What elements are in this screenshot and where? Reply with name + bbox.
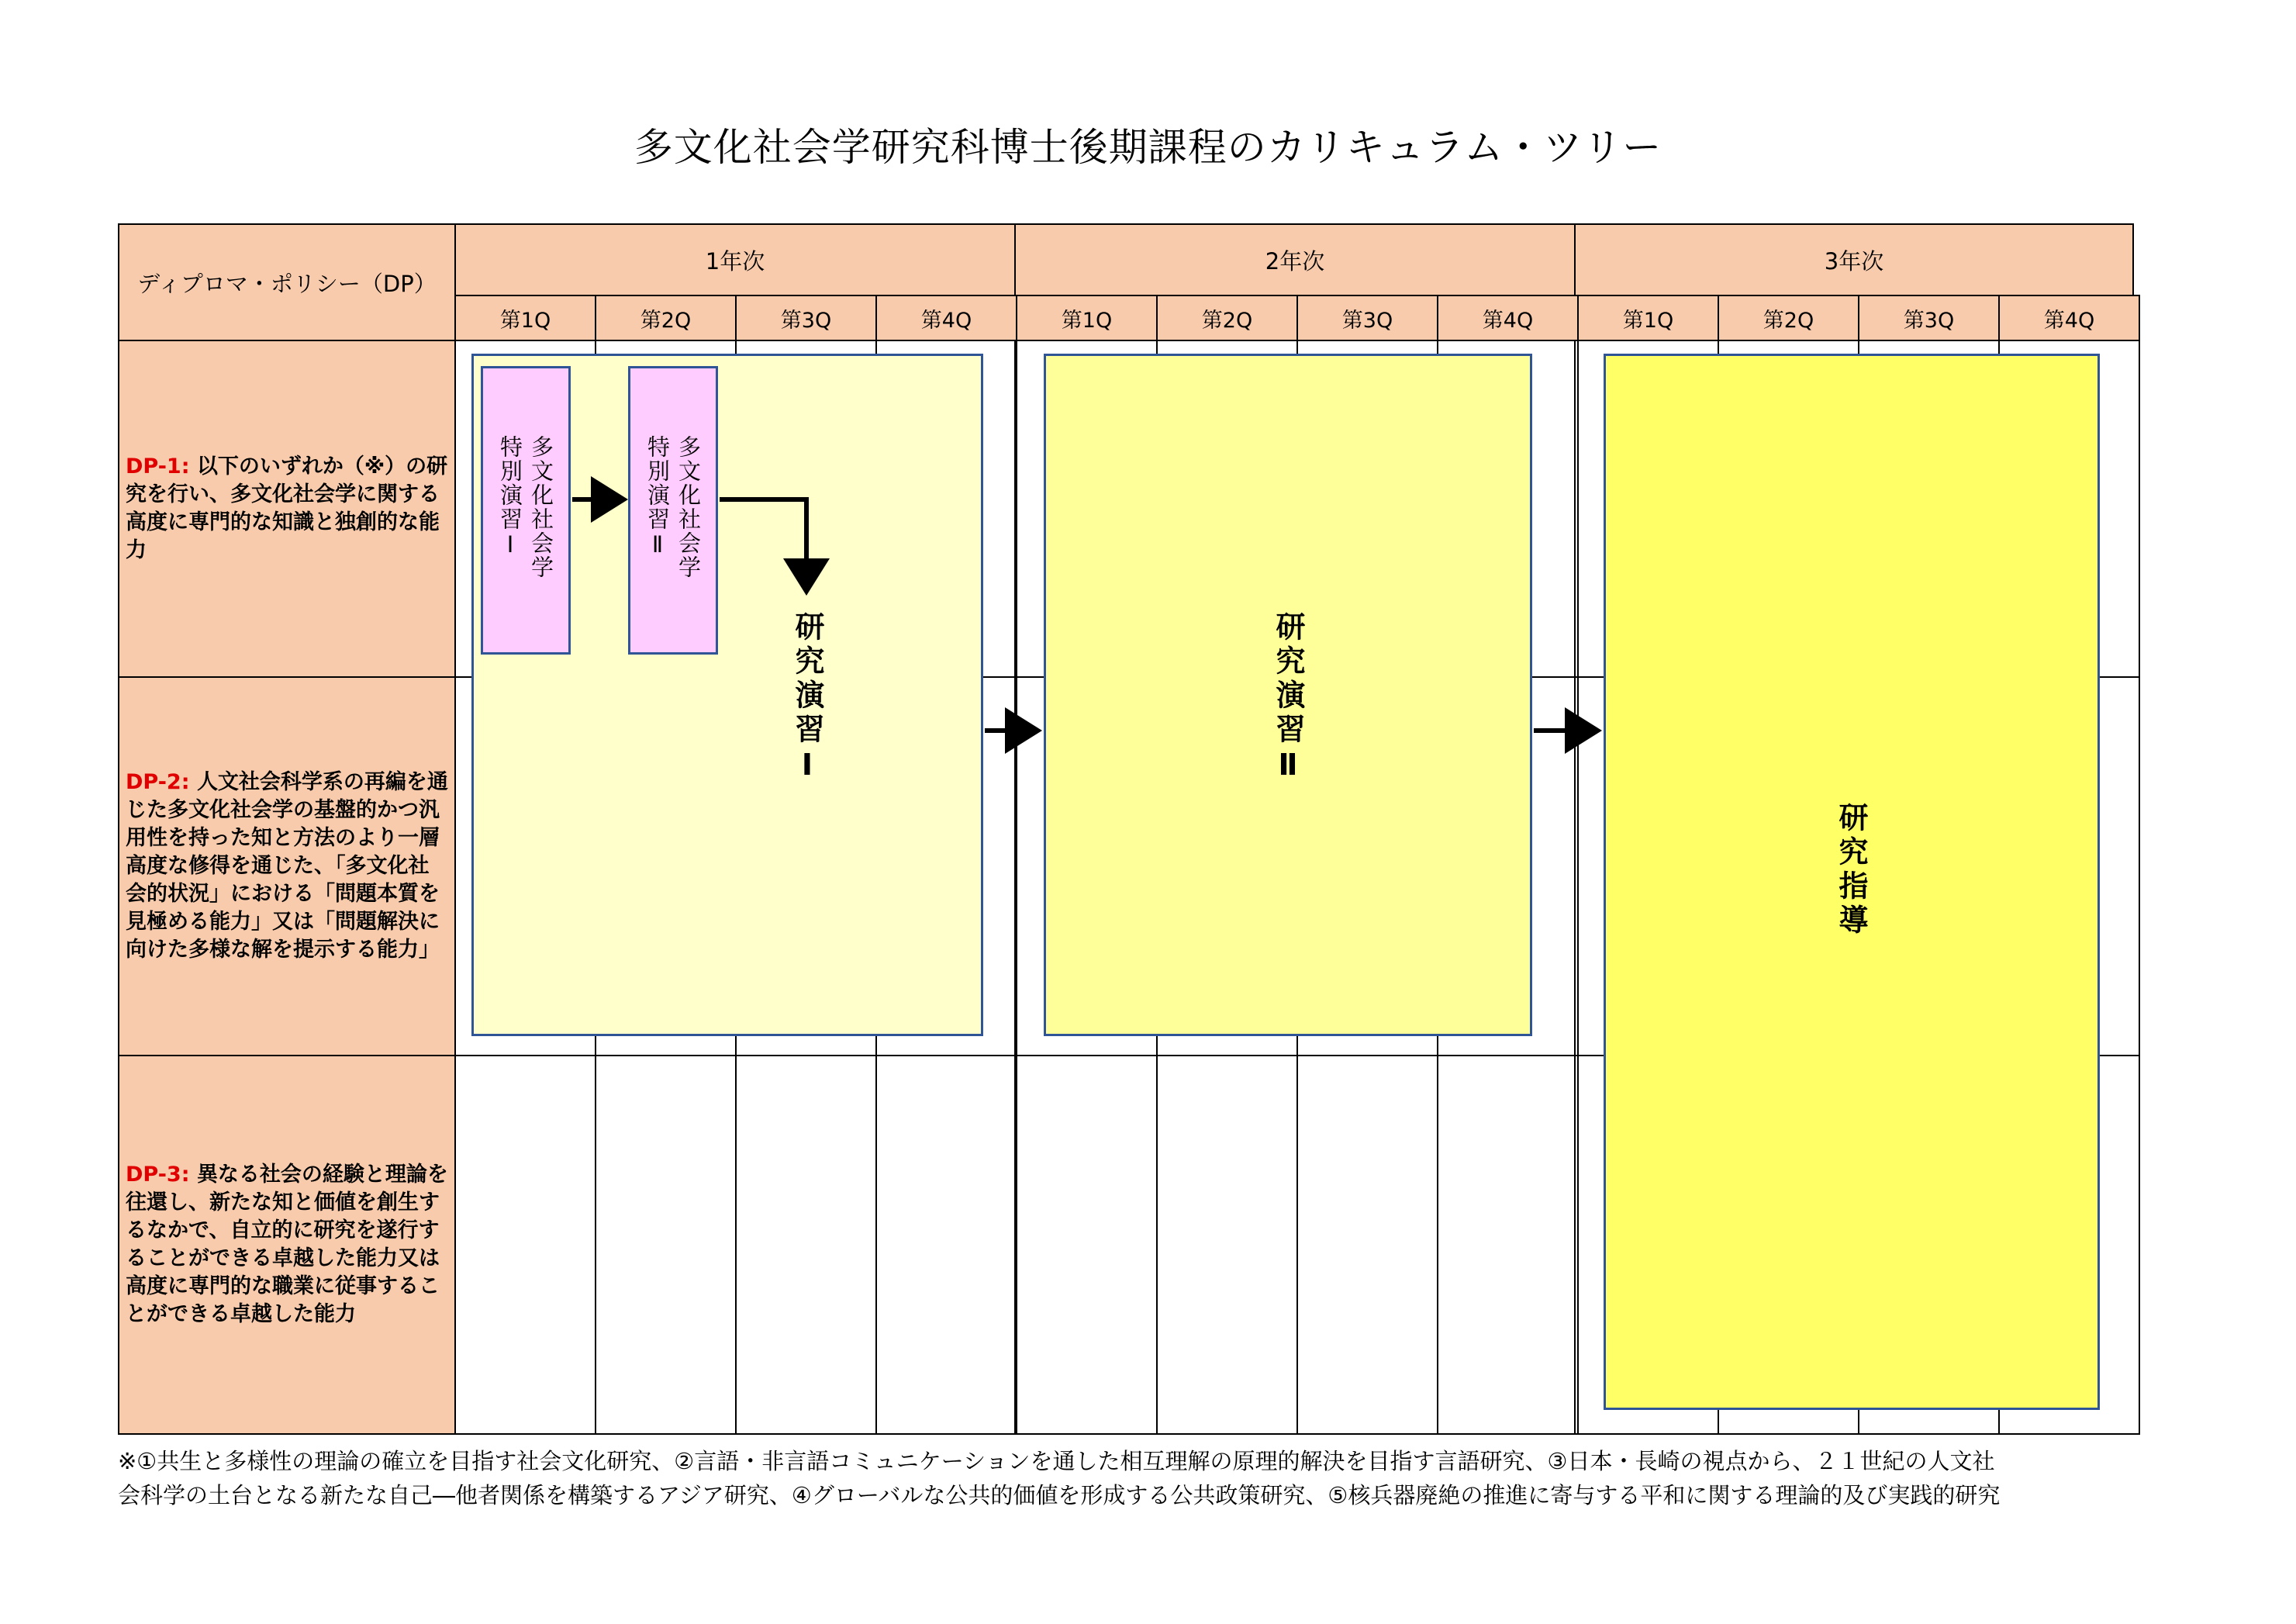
quarter-label: 第3Q xyxy=(1903,308,1955,333)
dp-description: 人文社会科学系の再編を通じた多文化社会学の基盤的かつ汎用性を持った知と方法のより一層高度な修得を通じた、「多文化社会的状況」における「問題本質を見極める能力」又は「問題解決に向けた多様な解を提示する能力」 xyxy=(126,770,448,962)
dp-code: DP-3: xyxy=(126,1163,190,1187)
quarter-label: 第1Q xyxy=(1061,308,1113,333)
page-title: 多文化社会学研究科博士後期課程のカリキュラム・ツリー xyxy=(634,125,1662,170)
seminar-1-label: 研究演習Ⅰ xyxy=(790,611,824,786)
year-label: 2年次 xyxy=(1265,247,1325,275)
quarter-label: 第4Q xyxy=(920,308,972,333)
dp-description: 以下のいずれか（※）の研究を行い、多文化社会学に関する高度に専門的な知識と独創的な能力 xyxy=(126,454,448,562)
year-label: 3年次 xyxy=(1824,247,1884,275)
quarter-label: 第2Q xyxy=(640,308,692,333)
quarter-label: 第1Q xyxy=(1622,308,1674,333)
quarter-label: 第4Q xyxy=(2043,308,2095,333)
quarter-label: 第4Q xyxy=(1482,308,1534,333)
quarter-label: 第3Q xyxy=(1341,308,1393,333)
special-seminar-2-line1: 多文化社会学 xyxy=(675,435,702,579)
dp-header-label: ディプロマ・ポリシー（DP） xyxy=(137,270,437,297)
special-seminar-1-line2: 特別演習Ⅰ xyxy=(497,435,523,559)
dp-description: 異なる社会の経験と理論を往還し、新たな知と価値を創生するなかで、自立的に研究を遂行することができる卓越した能力又は高度に専門的な職業に従事することができる卓越した能力 xyxy=(126,1163,448,1326)
flow-arrows xyxy=(118,223,2134,1435)
special-seminar-2-line2: 特別演習Ⅱ xyxy=(644,435,671,559)
seminar-2-label: 研究演習Ⅱ xyxy=(1271,611,1305,786)
footnote-line: 会科学の土台となる新たな自己―他者関係を構築するアジア研究、④グローバルな公共的価値を形成する公共政策研究、⑤核兵器廃絶の推進に寄与する平和に関する理論的及び実践的研究 xyxy=(118,1482,2001,1508)
special-seminar-1-line1: 多文化社会学 xyxy=(528,435,554,579)
arrow-special2-to-seminar1 xyxy=(720,499,806,586)
research-guidance-label: 研究指導 xyxy=(1834,802,1868,938)
footnote xyxy=(118,1444,2134,1512)
curriculum-grid xyxy=(118,223,2134,1435)
dp-code: DP-2: xyxy=(126,770,190,794)
quarter-label: 第2Q xyxy=(1763,308,1814,333)
dp-code: DP-1: xyxy=(126,454,190,479)
footnote-line: ※①共生と多様性の理論の確立を目指す社会文化研究、②言語・非言語コミュニケーションを通した相互理解の原理的解決を目指す言語研究、③日本・長崎の視点から、２１世紀の人文社 xyxy=(118,1448,1995,1474)
quarter-label: 第1Q xyxy=(499,308,551,333)
quarter-label: 第2Q xyxy=(1201,308,1253,333)
quarter-label: 第3Q xyxy=(780,308,832,333)
year-label: 1年次 xyxy=(705,247,765,275)
